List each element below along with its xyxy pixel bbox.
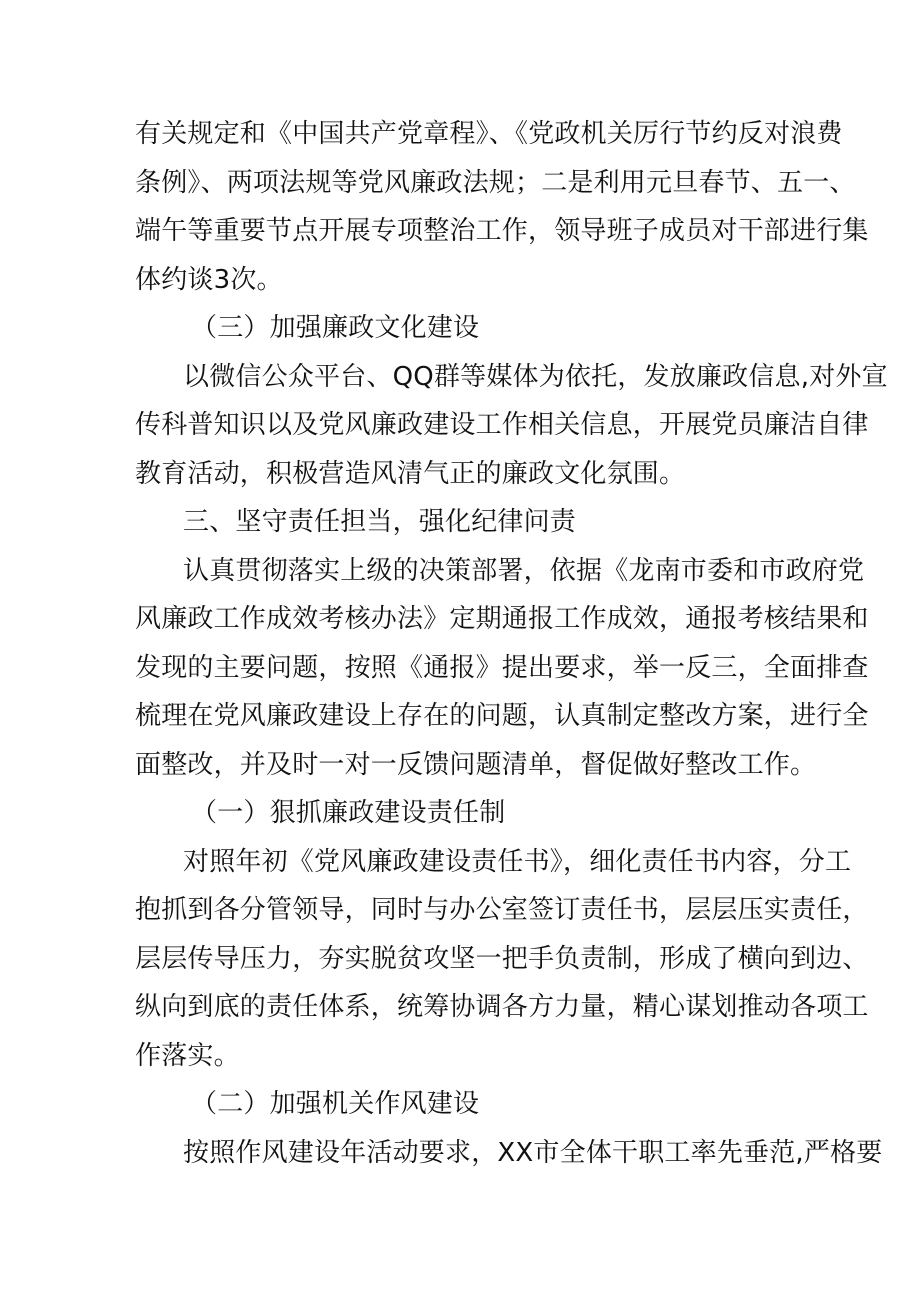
text-line: 层层传导压力，夯实脱贫攻坚一把手负责制，形成了横向到边、: [135, 943, 869, 974]
text-line: 有关规定和《中国共产党章程》、《党政机关厉行节约反对浪费: [135, 119, 843, 149]
text-line: 发现的主要问题，按照《通报》提出要求，举一反三，全面排查: [135, 652, 869, 683]
text-line: 作落实。: [135, 1040, 240, 1071]
text-line: 面整改，并及时一对一反馈问题清单，督促做好整改工作。: [135, 749, 817, 780]
text-line: 端午等重要节点开展专项整治工作，领导班子成员对干部进行集: [135, 216, 869, 246]
text-line: 纵向到底的责任体系，统筹协调各方力量，精心谋划推动各项工: [135, 992, 869, 1022]
text-line: 教育活动，积极营造风清气正的廉政文化氛围。: [135, 458, 686, 489]
text-line: 按照作风建设年活动要求，XX市全体干职工率先垂范,严格要: [183, 1137, 883, 1168]
text-line: 梳理在党风廉政建设上存在的问题，认真制定整改方案，进行全: [135, 701, 869, 731]
text-line: 认真贯彻落实上级的决策部署，依据《龙南市委和市政府党: [183, 555, 865, 586]
text-line: 条例》、两项法规等党风廉政法规；二是利用元旦春节、五一、: [135, 167, 856, 198]
section-heading: 三、坚守责任担当，强化纪律问责: [183, 507, 577, 537]
text-line: 风廉政工作成效考核办法》定期通报工作成效，通报考核结果和: [135, 604, 869, 634]
text-line: 对照年初《党风廉政建设责任书》，细化责任书内容，分工: [183, 846, 852, 877]
text-line: 体约谈3次。: [135, 264, 283, 295]
document-body: [135, 110, 888, 1177]
text-line: 以微信公众平台、QQ群等媒体为依托，发放廉政信息,对外宣: [183, 361, 888, 392]
text-line: 传科普知识以及党风廉政建设工作相关信息，开展党员廉洁自律: [135, 410, 869, 440]
section-heading: （三）加强廉政文化建设: [191, 313, 480, 343]
section-heading: （一）狠抓廉政建设责任制: [191, 798, 506, 828]
text-line: 抱抓到各分管领导，同时与办公室签订责任书，层层压实责任，: [135, 895, 869, 925]
section-heading: （二）加强机关作风建设: [191, 1089, 480, 1119]
